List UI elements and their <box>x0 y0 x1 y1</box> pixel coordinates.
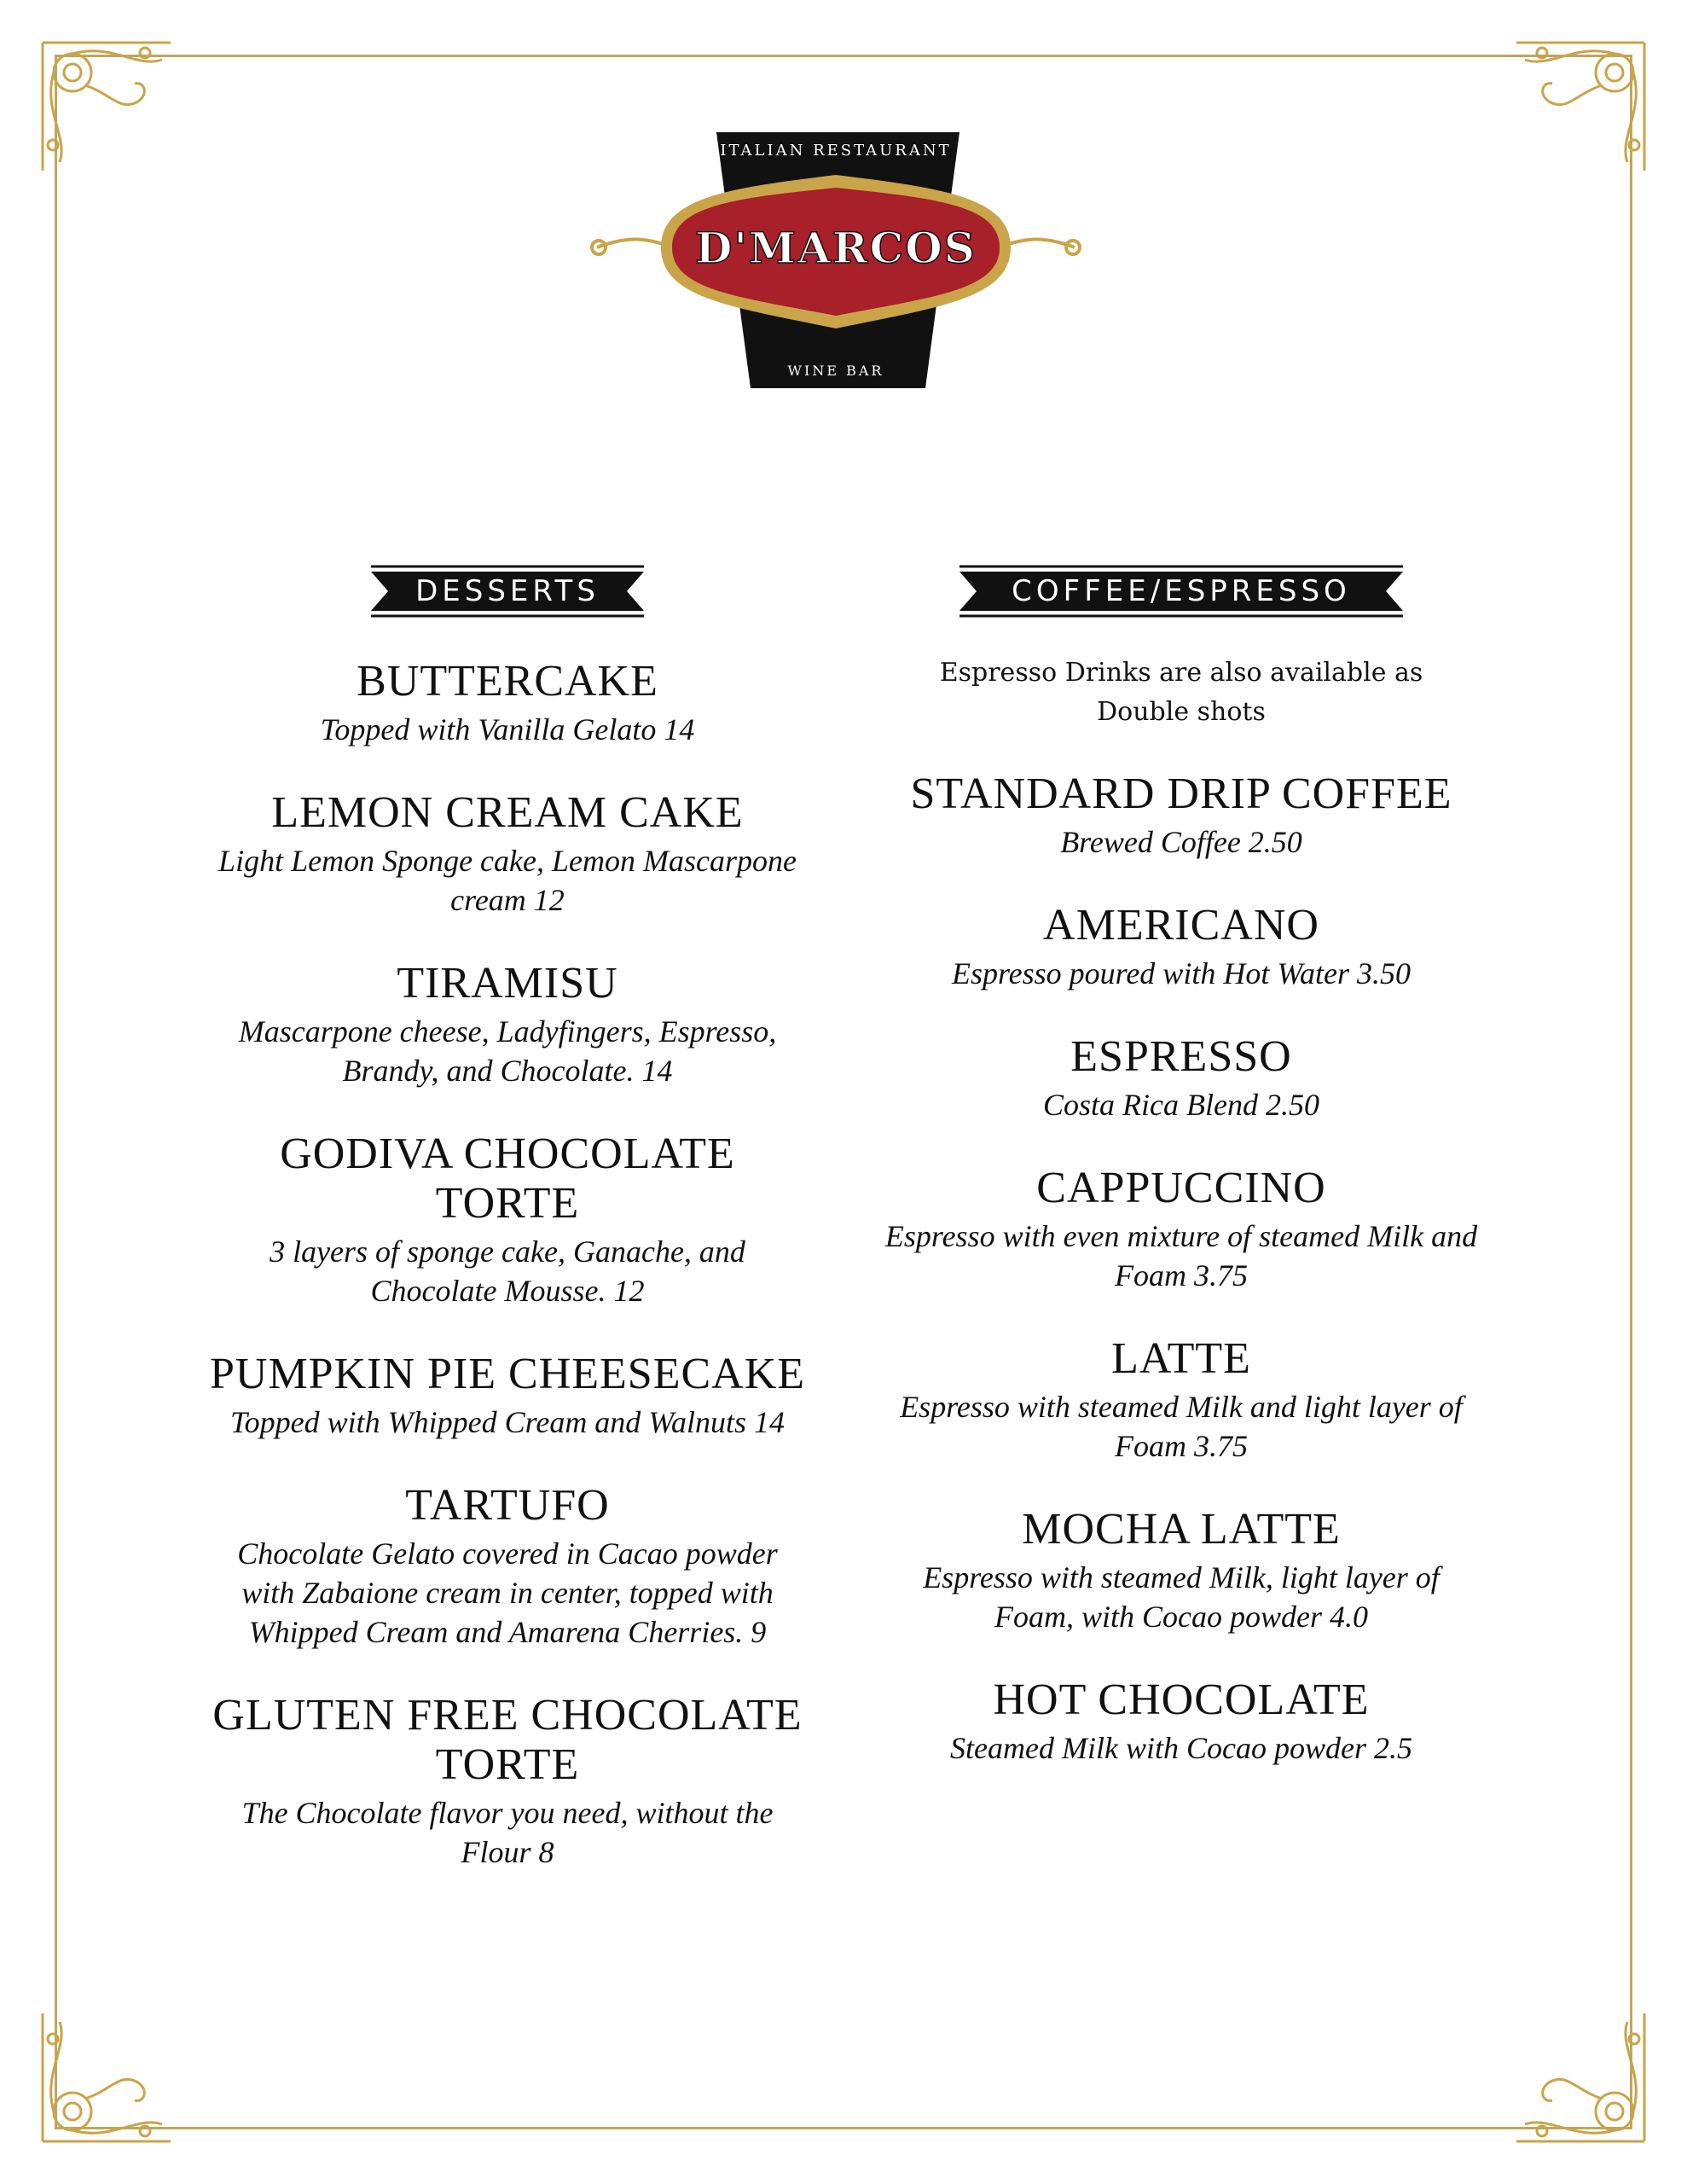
desserts-list <box>209 657 806 1872</box>
menu-item-description: Topped with Vanilla Gelato 14 <box>320 712 695 746</box>
corner-ornament-top-left <box>34 34 179 179</box>
coffee-list <box>883 770 1480 1768</box>
menu-item <box>883 1334 1480 1466</box>
coffee-section <box>883 563 1480 1807</box>
desserts-banner <box>371 563 644 619</box>
corner-ornament-bottom-left <box>34 2005 179 2150</box>
desserts-heading: DESSERTS <box>415 574 600 608</box>
logo-bottom-text: WINE BAR <box>787 363 884 379</box>
menu-item-description: Topped with Whipped Cream and Walnuts 14 <box>229 1405 786 1439</box>
menu-item <box>883 770 1480 862</box>
coffee-heading: COFFEE/ESPRESSO <box>1012 574 1351 608</box>
menu-item-description: Light Lemon Sponge cake, Lemon Mascarpone cream 12 <box>218 844 797 917</box>
menu-item <box>209 1130 806 1310</box>
menu-item <box>883 901 1480 993</box>
menu-item-name: ESPRESSO <box>1070 1032 1292 1081</box>
coffee-banner <box>959 563 1403 619</box>
menu-item <box>883 1505 1480 1636</box>
menu-item <box>209 657 806 749</box>
menu-item <box>209 959 806 1090</box>
menu-item <box>883 1032 1480 1124</box>
menu-item-name: CAPPUCCINO <box>1036 1164 1326 1212</box>
restaurant-logo <box>580 119 1092 401</box>
corner-ornament-top-right <box>1508 34 1653 179</box>
menu-item <box>209 1691 806 1872</box>
menu-item-description: 3 layers of sponge cake, Ganache, and Chocolate Mousse. 12 <box>270 1234 745 1308</box>
menu-item-description: Espresso with even mixture of steamed Milk and Foam 3.75 <box>884 1219 1478 1292</box>
menu-item-name: GLUTEN FREE CHOCOLATE TORTE <box>212 1691 803 1789</box>
desserts-section <box>209 563 806 1911</box>
coffee-note: Espresso Drinks are also available as Double shots <box>939 658 1423 727</box>
menu-item-description: Steamed Milk with Cocao powder 2.5 <box>950 1731 1412 1765</box>
menu-item-name: AMERICANO <box>1043 901 1319 950</box>
menu-item-description: Brewed Coffee 2.50 <box>1060 825 1302 859</box>
menu-item <box>883 1676 1480 1768</box>
menu-item <box>883 1164 1480 1295</box>
menu-item-name: MOCHA LATTE <box>1022 1505 1341 1554</box>
menu-item-description: Espresso with steamed Milk, light layer of Foam, with Cocao powder 4.0 <box>923 1560 1440 1634</box>
menu-item-name: PUMPKIN PIE CHEESECAKE <box>209 1350 806 1398</box>
menu-item-name: HOT CHOCOLATE <box>993 1676 1370 1724</box>
menu-item-name: TIRAMISU <box>397 959 618 1008</box>
menu-item-name: LATTE <box>1111 1334 1251 1383</box>
menu-item <box>209 788 806 920</box>
logo-top-text: ITALIAN RESTAURANT <box>720 142 952 160</box>
menu-item-name: GODIVA CHOCOLATE TORTE <box>280 1130 735 1228</box>
menu-item-description: The Chocolate flavor you need, without the Flour 8 <box>241 1796 774 1869</box>
menu-item-name: STANDARD DRIP COFFEE <box>910 770 1452 818</box>
menu-item-description: Chocolate Gelato covered in Cacao powder with Zabaione cream in center, topped with Whipped Cream and Amarena Cherries. 9 <box>237 1536 778 1649</box>
menu-item-description: Espresso poured with Hot Water 3.50 <box>951 956 1411 990</box>
menu-item-description: Costa Rica Blend 2.50 <box>1043 1088 1319 1122</box>
menu-item-description: Espresso with steamed Milk and light layer of Foam 3.75 <box>900 1390 1463 1463</box>
menu-item <box>209 1350 806 1442</box>
menu-item-name: BUTTERCAKE <box>357 657 658 706</box>
menu-item-description: Mascarpone cheese, Ladyfingers, Espresso, Brandy, and Chocolate. 14 <box>238 1014 777 1088</box>
menu-item <box>209 1481 806 1652</box>
corner-ornament-bottom-right <box>1508 2005 1653 2150</box>
logo-name: D'MARCOS <box>695 223 977 273</box>
menu-item-name: LEMON CREAM CAKE <box>271 788 744 837</box>
menu-item-name: TARTUFO <box>405 1481 610 1530</box>
